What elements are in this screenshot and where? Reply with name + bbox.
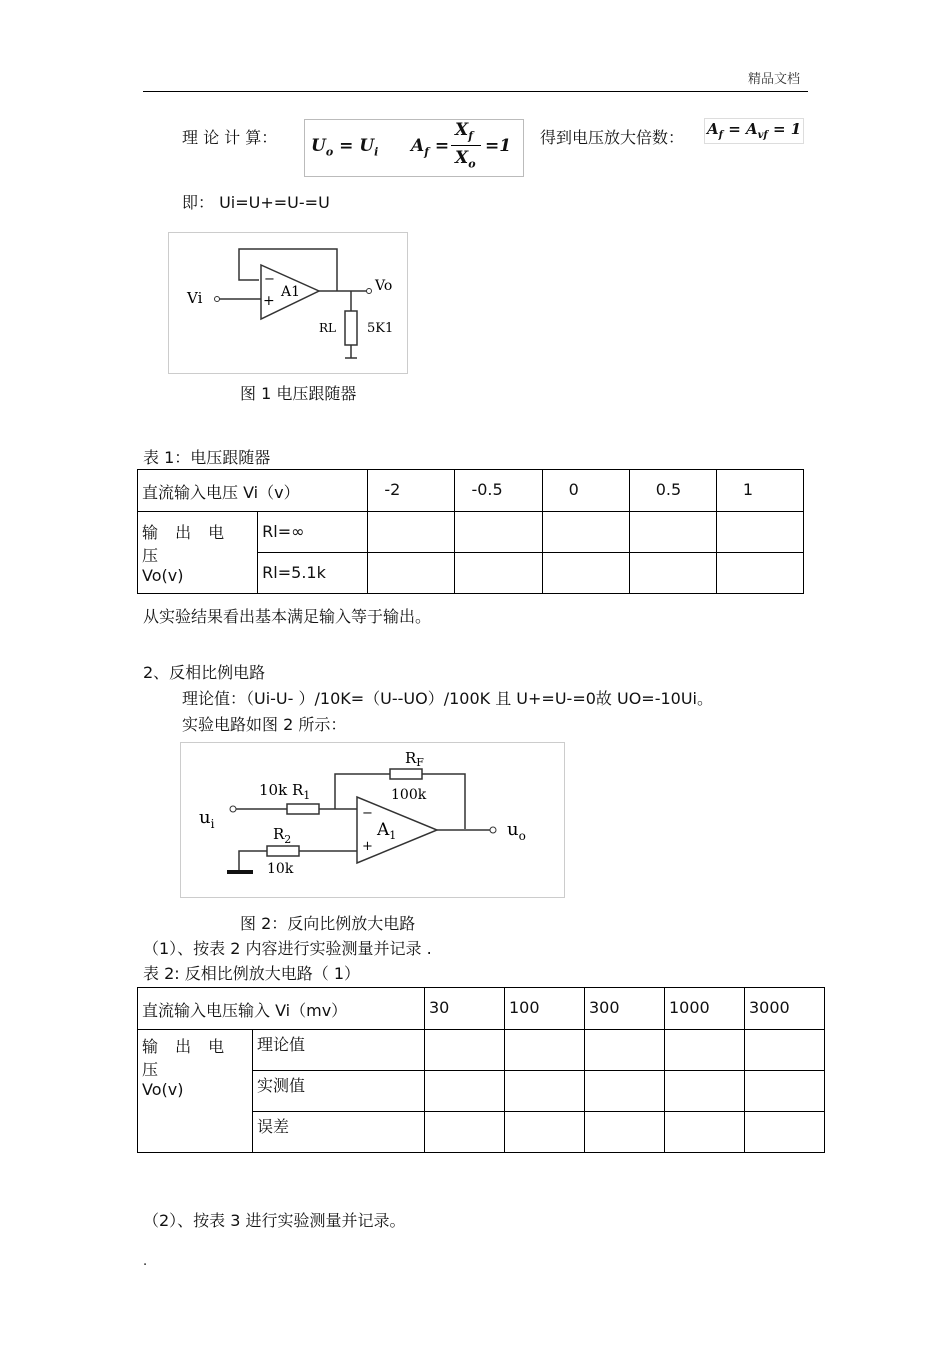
table2-empty-cell: [745, 1071, 825, 1112]
header-rule: [143, 91, 808, 92]
table1-group-label: 输 出 电 压 Vo(v): [138, 512, 258, 594]
table1-input-cell: -0.5: [455, 470, 542, 512]
figure1-box: [168, 232, 408, 374]
formula-uo: $U_o = U_i$: [311, 136, 379, 159]
table2-input-cell: 300: [585, 988, 665, 1030]
table2-empty-cell: [665, 1071, 745, 1112]
fraction-line: [451, 145, 481, 146]
section2-theory: 理论值：（Ui-U- ）/10K=（U--UO）/100K 且 U+=U-=0故 UO=-10Ui。: [182, 689, 713, 708]
load-resistor: [345, 311, 357, 345]
table2-empty-cell: [745, 1112, 825, 1153]
table2-empty-cell: [425, 1112, 505, 1153]
output-terminal: [367, 289, 372, 294]
table1-empty-cell: [629, 553, 716, 594]
voltage-follower-diagram: [169, 233, 407, 373]
ground-wire: [239, 851, 267, 871]
table2-empty-cell: [505, 1030, 585, 1071]
plus-sign: +: [263, 293, 275, 309]
uo-label: $u_o$: [507, 819, 526, 843]
feedback-wire-right: [422, 774, 465, 829]
table-row: [138, 512, 804, 553]
table2-input-cell: 1000: [665, 988, 745, 1030]
step1-text: （1）、按表 2 内容进行实验测量并记录 .: [143, 939, 432, 958]
header-title: 精品文档: [748, 72, 801, 87]
table1-empty-cell: [716, 553, 803, 594]
r2-label: $R_2$: [273, 825, 292, 846]
table1-input-cell: 0.5: [629, 470, 716, 512]
section2-heading: 2、反相比例电路: [143, 663, 266, 682]
formula-frac-top: $X_f$: [455, 120, 473, 143]
table1-header-row: [138, 470, 804, 512]
ui-terminal: [230, 806, 236, 812]
r1-label: 10k $R_1$: [259, 781, 311, 802]
table2-empty-cell: [425, 1071, 505, 1112]
gain-formula: $A_f = A_{vf} = 1$: [707, 120, 802, 141]
table1-input-cell: 0: [542, 470, 629, 512]
table2-subrow-label: 理论值: [253, 1030, 425, 1071]
table2-input-cell: 30: [425, 988, 505, 1030]
plus-sign: +: [362, 839, 373, 854]
relation-text: 即： Ui=U+=U-=U: [182, 193, 330, 212]
table2-empty-cell: [505, 1071, 585, 1112]
table2-title: 表 2: 反相比例放大电路（ 1）: [143, 964, 361, 983]
table1-empty-cell: [542, 512, 629, 553]
table1-subrow-label: Rl=∞: [258, 512, 368, 553]
table2: [137, 987, 825, 1153]
step2-text: （2）、按表 3 进行实验测量并记录。: [143, 1211, 406, 1230]
r2-value: 10k: [267, 861, 294, 877]
table2-empty-cell: [505, 1112, 585, 1153]
formula-box-main: [304, 119, 524, 177]
rf-resistor: [390, 769, 422, 779]
minus-sign: −: [362, 806, 373, 821]
table1-input-label: 直流输入电压 Vi（v）: [138, 470, 368, 512]
conclusion-text: 从实验结果看出基本满足输入等于输出。: [143, 607, 432, 626]
amp-label: A1: [281, 284, 301, 300]
input-terminal: [215, 297, 220, 302]
table2-header-row: [138, 988, 825, 1030]
figure1-caption: 图 1 电压跟随器: [240, 384, 357, 403]
footer-dot: .: [143, 1254, 148, 1269]
table1-empty-cell: [368, 512, 455, 553]
table2-empty-cell: [585, 1030, 665, 1071]
rf-value: 100k: [391, 787, 427, 803]
formula-box-gain: [704, 118, 804, 144]
ui-label: $u_i$: [199, 807, 215, 831]
table1-input-cell: -2: [368, 470, 455, 512]
section2-intro: 实验电路如图 2 所示：: [182, 715, 347, 734]
gain-label: 得到电压放大倍数：: [540, 128, 685, 147]
table1-empty-cell: [455, 553, 542, 594]
vo-label: Vo: [375, 278, 393, 294]
r1-resistor: [287, 804, 319, 814]
table1-empty-cell: [455, 512, 542, 553]
table2-empty-cell: [665, 1030, 745, 1071]
table2-subrow-label: 实测值: [253, 1071, 425, 1112]
table1-empty-cell: [368, 553, 455, 594]
table1: [137, 469, 804, 594]
table2-input-label: 直流输入电压输入 Vi（mv）: [138, 988, 425, 1030]
table2-input-cell: 100: [505, 988, 585, 1030]
formula-af: $A_f$ =: [411, 136, 450, 159]
table2-empty-cell: [585, 1071, 665, 1112]
table2-input-cell: 3000: [745, 988, 825, 1030]
vi-label: Vi: [187, 289, 203, 307]
table1-subrow-label: Rl=5.1k: [258, 553, 368, 594]
table1-empty-cell: [542, 553, 629, 594]
formula-eq1: =1: [485, 136, 512, 156]
table1-title: 表 1：电压跟随器: [143, 448, 271, 467]
table1-input-cell: 1: [716, 470, 803, 512]
table1-empty-cell: [629, 512, 716, 553]
table2-subrow-label: 误差: [253, 1112, 425, 1153]
figure2-caption: 图 2：反向比例放大电路: [240, 914, 416, 933]
table2-empty-cell: [745, 1030, 825, 1071]
table2-empty-cell: [585, 1112, 665, 1153]
table2-empty-cell: [665, 1112, 745, 1153]
uo-terminal: [490, 827, 496, 833]
amp-label: $A_1$: [377, 820, 397, 842]
rl-value: 5K1: [367, 321, 394, 336]
rf-label: $R_F$: [405, 749, 424, 769]
figure2-box: [180, 742, 565, 898]
formula-frac-bottom: $X_o$: [455, 148, 476, 171]
minus-sign: −: [264, 272, 275, 287]
rl-label: RL: [319, 321, 337, 335]
inverting-amplifier-diagram: [181, 743, 564, 897]
theory-label: 理 论 计 算：: [182, 128, 278, 147]
table-row: [138, 1030, 825, 1071]
r2-resistor: [267, 846, 299, 856]
table2-empty-cell: [425, 1030, 505, 1071]
table1-empty-cell: [716, 512, 803, 553]
table2-group-label: 输 出 电 压 Vo(v): [138, 1030, 253, 1153]
